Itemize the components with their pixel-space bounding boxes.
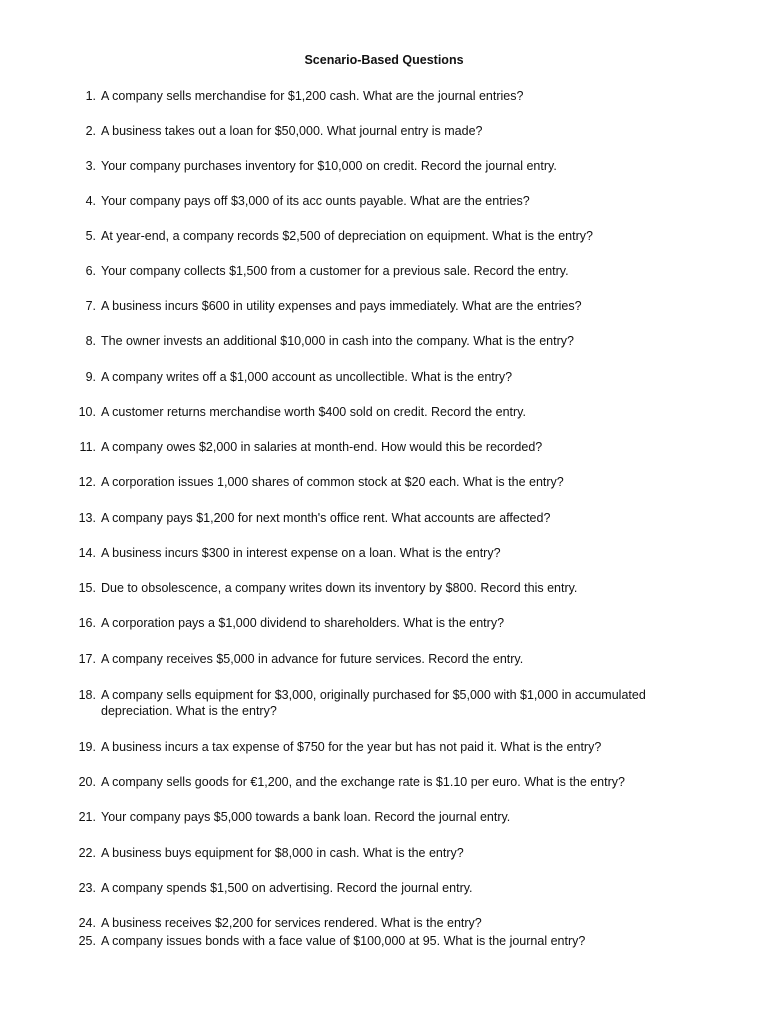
question-number: 21. [78, 810, 96, 824]
question-text: A company owes $2,000 in salaries at month-end. How would this be recorded? [101, 440, 543, 454]
question-number: 16. [78, 616, 96, 630]
question-text: A business receives $2,200 for services rendered. What is the entry? [101, 916, 482, 930]
question-number: 25. [78, 934, 96, 948]
question-number: 12. [78, 475, 96, 489]
question-text: Your company collects $1,500 from a customer for a previous sale. Record the entry. [101, 264, 569, 278]
question-item [74, 687, 694, 719]
question-item [74, 739, 694, 755]
question-number: 1. [85, 89, 96, 103]
question-item [74, 545, 694, 561]
question-text: The owner invests an additional $10,000 in cash into the company. What is the entry? [101, 334, 574, 348]
question-text: A business incurs $600 in utility expenses and pays immediately. What are the entries? [101, 299, 582, 313]
question-text: Due to obsolescence, a company writes down its inventory by $800. Record this entry. [101, 581, 578, 595]
question-item [74, 404, 694, 420]
question-item [74, 845, 694, 861]
question-text: Your company purchases inventory for $10,000 on credit. Record the journal entry. [101, 159, 557, 173]
question-number: 9. [85, 370, 96, 384]
question-item [74, 439, 694, 455]
question-item [74, 774, 694, 790]
question-item [74, 158, 694, 174]
question-text: A company sells goods for €1,200, and the exchange rate is $1.10 per euro. What is the entry? [101, 775, 625, 789]
question-item [74, 193, 694, 209]
question-number: 6. [85, 264, 96, 278]
question-number: 17. [78, 652, 96, 666]
question-item [74, 263, 694, 279]
question-item [74, 474, 694, 490]
question-number: 5. [85, 229, 96, 243]
question-item [74, 809, 694, 825]
question-number: 19. [78, 740, 96, 754]
question-item [74, 228, 694, 244]
question-number: 22. [78, 846, 96, 860]
question-number: 20. [78, 775, 96, 789]
question-text: A business buys equipment for $8,000 in cash. What is the entry? [101, 846, 464, 860]
question-text: A business incurs a tax expense of $750 for the year but has not paid it. What is the entry? [101, 740, 602, 754]
question-item [74, 580, 694, 596]
question-text: A company issues bonds with a face value of $100,000 at 95. What is the journal entry? [101, 934, 586, 948]
question-text: A business takes out a loan for $50,000. What journal entry is made? [101, 124, 483, 138]
question-text: A corporation pays a $1,000 dividend to shareholders. What is the entry? [101, 616, 505, 630]
question-item [74, 88, 694, 104]
question-text: A customer returns merchandise worth $400 sold on credit. Record the entry. [101, 405, 526, 419]
question-item [74, 123, 694, 139]
question-text: A corporation issues 1,000 shares of common stock at $20 each. What is the entry? [101, 475, 564, 489]
question-text: A company sells merchandise for $1,200 cash. What are the journal entries? [101, 89, 524, 103]
question-number: 23. [78, 881, 96, 895]
question-item [74, 615, 694, 631]
question-item [74, 651, 694, 667]
question-text: At year-end, a company records $2,500 of depreciation on equipment. What is the entry? [101, 229, 593, 243]
question-text: A company writes off a $1,000 account as uncollectible. What is the entry? [101, 370, 513, 384]
question-item [74, 333, 694, 349]
page-title: Scenario-Based Questions [304, 53, 464, 67]
question-number: 4. [85, 194, 96, 208]
question-text: A company sells equipment for $3,000, originally purchased for $5,000 with $1,000 in accumulated depreciation. What is the entry? [101, 688, 646, 718]
question-number: 3. [85, 159, 96, 173]
question-number: 24. [78, 916, 96, 930]
question-item [74, 510, 694, 526]
question-item [74, 369, 694, 385]
question-item [74, 933, 694, 949]
question-number: 14. [78, 546, 96, 560]
question-number: 2. [85, 124, 96, 138]
question-text: A business incurs $300 in interest expense on a loan. What is the entry? [101, 546, 501, 560]
question-text: A company spends $1,500 on advertising. Record the journal entry. [101, 881, 473, 895]
question-text: Your company pays $5,000 towards a bank loan. Record the journal entry. [101, 810, 511, 824]
question-number: 11. [79, 440, 96, 454]
question-text: Your company pays off $3,000 of its acc ounts payable. What are the entries? [101, 194, 530, 208]
question-item [74, 915, 694, 931]
question-number: 7. [85, 299, 96, 313]
question-text: A company pays $1,200 for next month's office rent. What accounts are affected? [101, 511, 551, 525]
question-text: A company receives $5,000 in advance for future services. Record the entry. [101, 652, 524, 666]
question-number: 18. [78, 688, 96, 702]
question-number: 8. [85, 334, 96, 348]
question-item [74, 298, 694, 314]
question-number: 15. [78, 581, 96, 595]
question-number: 10. [78, 405, 96, 419]
question-item [74, 880, 694, 896]
question-number: 13. [78, 511, 96, 525]
